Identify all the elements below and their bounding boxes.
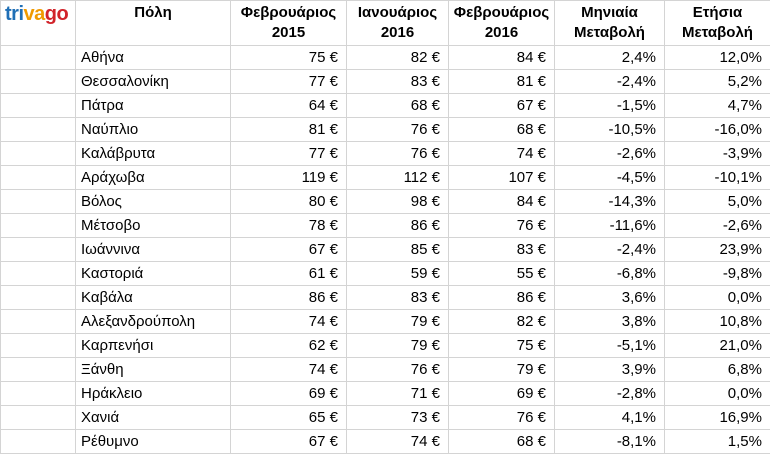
cell-city: Μέτσοβο	[76, 214, 231, 238]
header-monthly-change: Μηνιαία Μεταβολή	[555, 1, 665, 46]
row-gutter	[1, 262, 76, 286]
cell-feb2015: 67 €	[231, 430, 347, 454]
logo-cell	[1, 1, 76, 46]
table-row	[1, 238, 770, 262]
row-gutter	[1, 46, 76, 70]
cell-monthly-change: 3,9%	[555, 358, 665, 382]
cell-feb2016: 75 €	[449, 334, 555, 358]
cell-yearly-change: 5,2%	[665, 70, 770, 94]
cell-feb2015: 69 €	[231, 382, 347, 406]
cell-feb2016: 69 €	[449, 382, 555, 406]
cell-feb2015: 77 €	[231, 70, 347, 94]
cell-monthly-change: -5,1%	[555, 334, 665, 358]
row-gutter	[1, 94, 76, 118]
cell-feb2015: 62 €	[231, 334, 347, 358]
cell-monthly-change: -2,8%	[555, 382, 665, 406]
row-gutter	[1, 406, 76, 430]
cell-city: Ρέθυμνο	[76, 430, 231, 454]
cell-feb2015: 77 €	[231, 142, 347, 166]
cell-city: Ξάνθη	[76, 358, 231, 382]
row-gutter	[1, 190, 76, 214]
cell-jan2016: 86 €	[347, 214, 449, 238]
cell-feb2015: 80 €	[231, 190, 347, 214]
table-row	[1, 358, 770, 382]
cell-jan2016: 74 €	[347, 430, 449, 454]
row-gutter	[1, 238, 76, 262]
row-gutter	[1, 118, 76, 142]
cell-yearly-change: -9,8%	[665, 262, 770, 286]
cell-monthly-change: -2,6%	[555, 142, 665, 166]
table-row	[1, 334, 770, 358]
cell-feb2015: 67 €	[231, 238, 347, 262]
cell-monthly-change: -1,5%	[555, 94, 665, 118]
row-gutter	[1, 286, 76, 310]
cell-jan2016: 71 €	[347, 382, 449, 406]
cell-jan2016: 76 €	[347, 118, 449, 142]
cell-city: Αθήνα	[76, 46, 231, 70]
cell-yearly-change: 6,8%	[665, 358, 770, 382]
cell-city: Καβάλα	[76, 286, 231, 310]
cell-jan2016: 76 €	[347, 358, 449, 382]
cell-yearly-change: 21,0%	[665, 334, 770, 358]
cell-city: Καστοριά	[76, 262, 231, 286]
table-row	[1, 430, 770, 454]
cell-city: Καρπενήσι	[76, 334, 231, 358]
table-row	[1, 214, 770, 238]
table-row	[1, 142, 770, 166]
cell-feb2015: 74 €	[231, 310, 347, 334]
cell-city: Ιωάννινα	[76, 238, 231, 262]
cell-yearly-change: 0,0%	[665, 286, 770, 310]
cell-city: Καλάβρυτα	[76, 142, 231, 166]
cell-feb2015: 78 €	[231, 214, 347, 238]
table-row	[1, 190, 770, 214]
row-gutter	[1, 358, 76, 382]
header-jan2016: Ιανουάριος 2016	[347, 1, 449, 46]
row-gutter	[1, 334, 76, 358]
cell-city: Πάτρα	[76, 94, 231, 118]
trivago-logo: trivago	[1, 3, 75, 25]
cell-feb2016: 83 €	[449, 238, 555, 262]
cell-yearly-change: 23,9%	[665, 238, 770, 262]
cell-city: Βόλος	[76, 190, 231, 214]
table-row	[1, 166, 770, 190]
cell-feb2015: 74 €	[231, 358, 347, 382]
cell-city: Θεσσαλονίκη	[76, 70, 231, 94]
cell-monthly-change: -10,5%	[555, 118, 665, 142]
header-row	[1, 1, 770, 46]
cell-city: Αράχωβα	[76, 166, 231, 190]
cell-monthly-change: 3,6%	[555, 286, 665, 310]
cell-jan2016: 79 €	[347, 310, 449, 334]
header-feb2016: Φεβρουάριος 2016	[449, 1, 555, 46]
cell-monthly-change: -6,8%	[555, 262, 665, 286]
cell-yearly-change: 10,8%	[665, 310, 770, 334]
cell-feb2015: 65 €	[231, 406, 347, 430]
cell-jan2016: 83 €	[347, 286, 449, 310]
cell-feb2016: 76 €	[449, 214, 555, 238]
cell-monthly-change: 3,8%	[555, 310, 665, 334]
table-row	[1, 310, 770, 334]
cell-monthly-change: -11,6%	[555, 214, 665, 238]
row-gutter	[1, 382, 76, 406]
cell-yearly-change: 4,7%	[665, 94, 770, 118]
cell-feb2016: 74 €	[449, 142, 555, 166]
cell-jan2016: 76 €	[347, 142, 449, 166]
cell-monthly-change: -14,3%	[555, 190, 665, 214]
cell-feb2016: 84 €	[449, 46, 555, 70]
cell-feb2016: 68 €	[449, 118, 555, 142]
table-row	[1, 46, 770, 70]
cell-yearly-change: 5,0%	[665, 190, 770, 214]
row-gutter	[1, 430, 76, 454]
cell-jan2016: 98 €	[347, 190, 449, 214]
cell-jan2016: 79 €	[347, 334, 449, 358]
cell-feb2016: 79 €	[449, 358, 555, 382]
cell-yearly-change: 0,0%	[665, 382, 770, 406]
cell-feb2015: 61 €	[231, 262, 347, 286]
cell-monthly-change: 4,1%	[555, 406, 665, 430]
cell-city: Χανιά	[76, 406, 231, 430]
cell-jan2016: 83 €	[347, 70, 449, 94]
table-row	[1, 118, 770, 142]
cell-feb2016: 76 €	[449, 406, 555, 430]
table-row	[1, 70, 770, 94]
cell-jan2016: 73 €	[347, 406, 449, 430]
cell-feb2016: 68 €	[449, 430, 555, 454]
cell-yearly-change: -2,6%	[665, 214, 770, 238]
cell-jan2016: 82 €	[347, 46, 449, 70]
cell-feb2016: 55 €	[449, 262, 555, 286]
cell-monthly-change: -8,1%	[555, 430, 665, 454]
cell-yearly-change: -3,9%	[665, 142, 770, 166]
header-city: Πόλη	[76, 1, 231, 46]
cell-city: Ναύπλιο	[76, 118, 231, 142]
cell-feb2015: 75 €	[231, 46, 347, 70]
cell-city: Αλεξανδρούπολη	[76, 310, 231, 334]
cell-jan2016: 59 €	[347, 262, 449, 286]
row-gutter	[1, 310, 76, 334]
cell-feb2015: 119 €	[231, 166, 347, 190]
table-row	[1, 406, 770, 430]
row-gutter	[1, 214, 76, 238]
cell-feb2015: 81 €	[231, 118, 347, 142]
row-gutter	[1, 70, 76, 94]
cell-yearly-change: -16,0%	[665, 118, 770, 142]
cell-yearly-change: -10,1%	[665, 166, 770, 190]
header-yearly-change: Ετήσια Μεταβολή	[665, 1, 770, 46]
cell-feb2016: 86 €	[449, 286, 555, 310]
cell-feb2016: 81 €	[449, 70, 555, 94]
cell-feb2015: 86 €	[231, 286, 347, 310]
cell-city: Ηράκλειο	[76, 382, 231, 406]
cell-yearly-change: 12,0%	[665, 46, 770, 70]
cell-jan2016: 112 €	[347, 166, 449, 190]
cell-monthly-change: -4,5%	[555, 166, 665, 190]
cell-yearly-change: 16,9%	[665, 406, 770, 430]
row-gutter	[1, 142, 76, 166]
table-row	[1, 382, 770, 406]
row-gutter	[1, 166, 76, 190]
table-row	[1, 262, 770, 286]
cell-monthly-change: -2,4%	[555, 238, 665, 262]
cell-feb2016: 67 €	[449, 94, 555, 118]
cell-feb2016: 82 €	[449, 310, 555, 334]
cell-feb2016: 107 €	[449, 166, 555, 190]
cell-feb2015: 64 €	[231, 94, 347, 118]
table-row	[1, 94, 770, 118]
header-feb2015: Φεβρουάριος 2015	[231, 1, 347, 46]
cell-monthly-change: -2,4%	[555, 70, 665, 94]
cell-monthly-change: 2,4%	[555, 46, 665, 70]
table-row	[1, 286, 770, 310]
cell-yearly-change: 1,5%	[665, 430, 770, 454]
cell-feb2016: 84 €	[449, 190, 555, 214]
cell-jan2016: 68 €	[347, 94, 449, 118]
cell-jan2016: 85 €	[347, 238, 449, 262]
